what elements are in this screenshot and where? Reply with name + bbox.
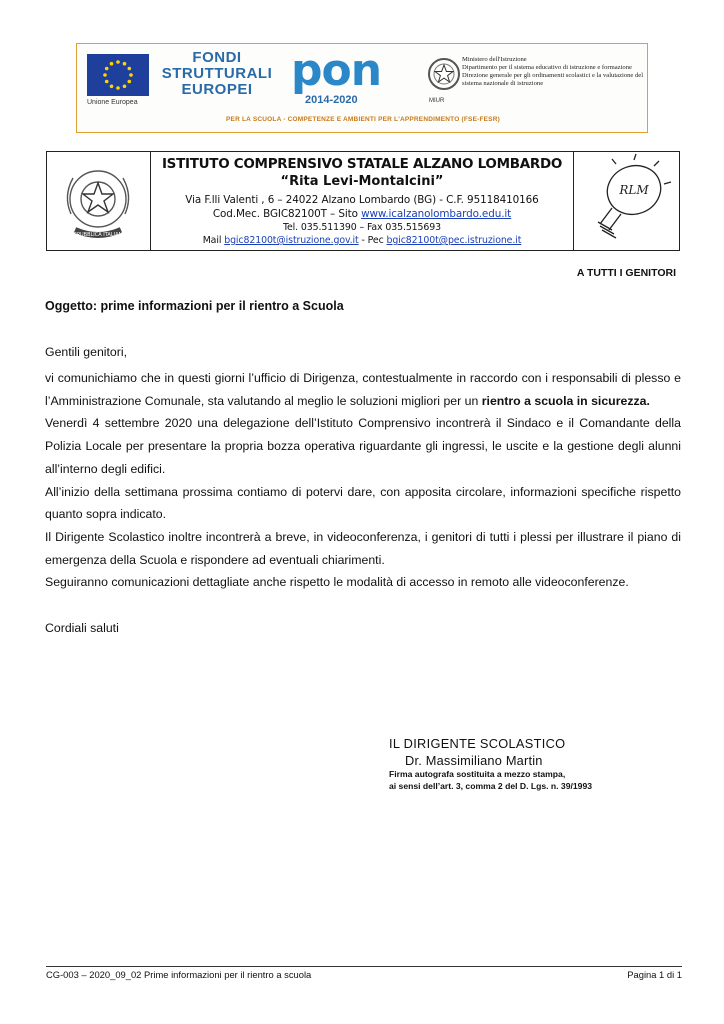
- paragraph-1-text: vi comunichiamo che in questi giorni l’ufficio di Dirigenza, contestualmente in raccordo con i responsabili di plesso e l’Amministrazione Comunale, sta valutando al meglio le soluzioni migliori per un: [45, 371, 681, 408]
- recipient: A TUTTI I GENITORI: [576, 267, 676, 279]
- italian-emblem-icon: [426, 56, 462, 101]
- pec-label: - Pec: [358, 235, 387, 246]
- letter-body: [45, 367, 681, 594]
- emblem-ribbon-text: REPUBBLICA ITALIANA: [70, 232, 126, 238]
- mail-label: Mail: [202, 235, 225, 246]
- paragraph-5: Seguiranno comunicazioni dettagliate anche rispetto le modalità di accesso in remoto alle videoconferenze.: [45, 575, 629, 590]
- ministero-line: Direzione generale per gli ordinamenti scolastici e la valutazione del sistema nazionale di istruzione: [462, 72, 644, 87]
- paragraph-1: [45, 367, 681, 412]
- footer-document-code: CG-003 – 2020_09_02 Prime informazioni per il rientro a scuola: [46, 969, 312, 980]
- pon-banner: [76, 43, 648, 133]
- lightbulb-logo-icon: [574, 152, 679, 250]
- paragraph-2: Venerdì 4 settembre 2020 una delegazione dell’Istituto Comprensivo incontrerà il Sindaco e il Comandante della Polizia Locale per presentare la propria bozza operativa riguardante gli ingressi, le uscite e la gestione degli alunni all’interno degli edifici.: [45, 416, 681, 476]
- school-email-link[interactable]: bgic82100t@istruzione.gov.it: [224, 235, 359, 246]
- ministero-text: [462, 56, 644, 88]
- paragraph-3: All’inizio della settimana prossima contiamo di potervi dare, con apposita circolare, informazioni specifiche rispetto quanto sopra indicato.: [45, 484, 681, 522]
- fondi-line: FONDI: [192, 49, 242, 66]
- paragraph-4: Il Dirigente Scolastico inoltre incontrerà a breve, in videoconferenza, i genitori di tutti i plessi per illustrare il piano di emergenza della Scuola e rispondere ad eventuali chiarimenti.: [45, 529, 681, 567]
- greeting: Gentili genitori,: [45, 345, 128, 359]
- school-pec-link[interactable]: bgic82100t@pec.istruzione.it: [386, 235, 522, 246]
- republic-emblem-cell: [47, 152, 151, 250]
- school-website-link[interactable]: www.icalzanolombardo.edu.it: [361, 208, 512, 220]
- eu-flag-icon: [87, 54, 149, 96]
- school-name: ISTITUTO COMPRENSIVO STATALE ALZANO LOMBARDO: [161, 156, 563, 172]
- pon-logo: pon: [291, 45, 382, 96]
- signature-note: ai sensi dell’art. 3, comma 2 del D. Lgs. n. 39/1993: [389, 781, 592, 791]
- school-phone: Tel. 035.511390 – Fax 035.515693: [282, 222, 442, 233]
- signature-name: Dr. Massimiliano Martin: [405, 753, 543, 768]
- school-subname: “Rita Levi-Montalcini”: [280, 174, 444, 189]
- miur-label: MIUR: [429, 98, 445, 104]
- signature-note: Firma autografa sostituita a mezzo stampa,: [389, 769, 566, 779]
- school-info: [151, 152, 573, 247]
- school-header: [46, 151, 680, 251]
- fondi-line: EUROPEI: [181, 81, 253, 98]
- fondi-line: STRUTTURALI: [161, 65, 273, 82]
- eu-label: Unione Europea: [87, 99, 138, 106]
- codmec-text: Cod.Mec. BGIC82100T – Sito: [212, 208, 362, 220]
- closing: Cordiali saluti: [45, 621, 119, 635]
- school-logo-cell: [573, 152, 679, 250]
- school-mail-line: [151, 234, 573, 247]
- logo-text: RLM: [619, 183, 649, 197]
- signature-title: IL DIRIGENTE SCOLASTICO: [389, 736, 566, 751]
- pon-years: 2014-2020: [305, 94, 358, 106]
- ministero-line: Ministero dell'Istruzione: [462, 56, 527, 63]
- school-address: Via F.lli Valenti , 6 – 24022 Alzano Lombardo (BG) - C.F. 95118410166: [185, 194, 539, 206]
- pon-subline: PER LA SCUOLA - COMPETENZE E AMBIENTI PER L'APPRENDIMENTO (FSE-FESR): [226, 116, 500, 123]
- footer-divider: [46, 966, 682, 967]
- footer-page-number: Pagina 1 di 1: [627, 969, 682, 980]
- letter-subject: Oggetto: prime informazioni per il rientro a Scuola: [45, 299, 344, 313]
- paragraph-1-bold: rientro a scuola in sicurezza.: [481, 393, 650, 408]
- ministero-line: Dipartimento per il sistema educativo di istruzione e formazione: [462, 64, 632, 71]
- school-codmec-line: [151, 207, 573, 221]
- fondi-strutturali-logo: [161, 50, 273, 98]
- republic-emblem-icon: [47, 152, 150, 250]
